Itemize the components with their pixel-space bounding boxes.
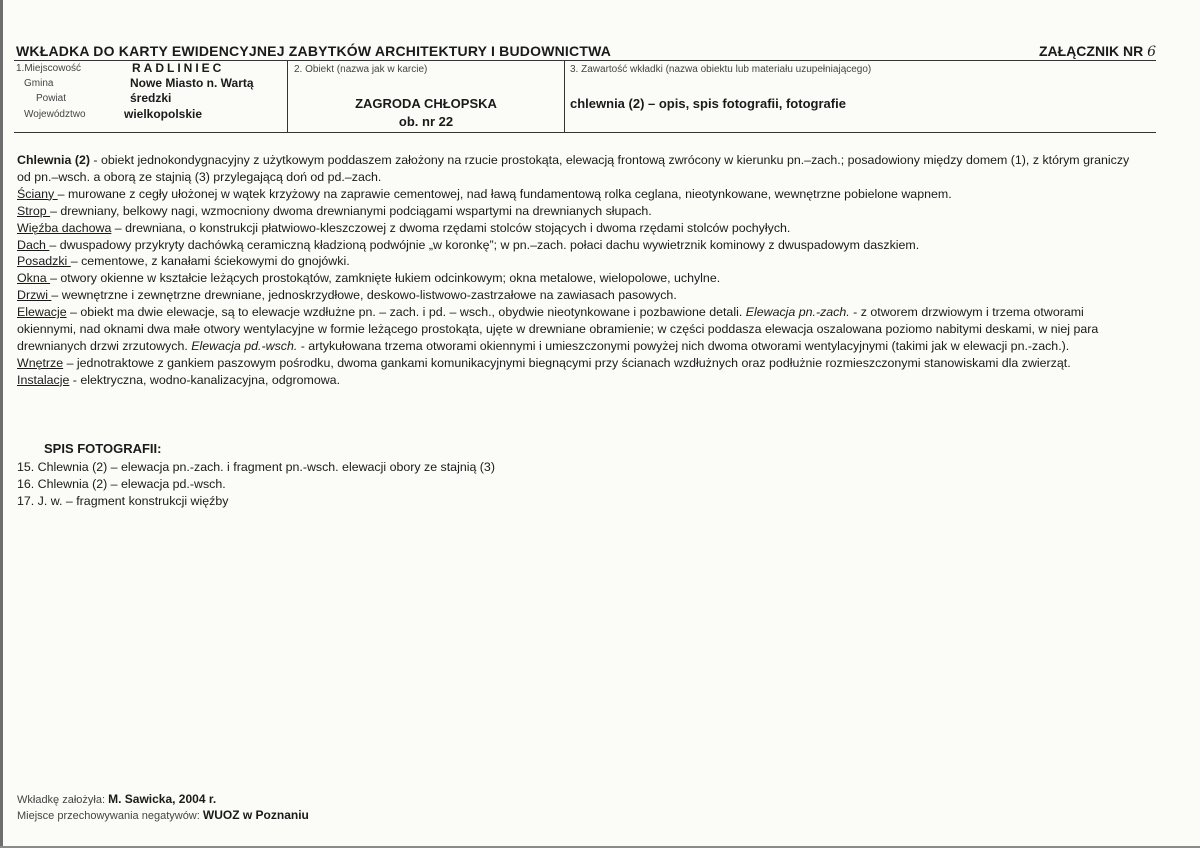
intro-paragraph — [17, 152, 1145, 186]
okna-text: – otwory okienne w kształcie leżących prostokątów, zamknięte łukiem odcinkowym; okna metalowe, wielopolowe, uchylne. — [50, 271, 721, 286]
scan-edge-left — [0, 0, 3, 848]
dach-term: Dach — [17, 237, 50, 252]
dach-paragraph — [17, 237, 1145, 254]
sciany-paragraph — [17, 186, 1145, 203]
okna-paragraph — [17, 270, 1145, 287]
elewacje-text-1: – obiekt ma dwie elewacje, są to elewacje wzdłużne pn. – zach. i pd. – wsch., obydwie nieotynkowane i pozbawione detali. — [66, 305, 746, 320]
contents-label: 3. Zawartość wkładki (nazwa obiektu lub materiału uzupełniającego) — [570, 64, 872, 75]
dach-text: – dwuspadowy przykryty dachówką ceramiczną kładzioną podwójnie „w koronkę”; w pn.–zach. połaci dachu wywietrznik kominowy z dwuspadowym daszkiem. — [49, 237, 920, 252]
intro-text: - obiekt jednokondygnacyjny z użytkowym poddaszem założony na rzucie prostokąta, elewacją frontową zwrócony w kierunku pn.–zach.; posadowiony między domem (1), z którym graniczy od pn.–wsch. a oborą ze stajnią (3) przylegającą doń od pd.–zach. — [17, 153, 1130, 184]
strop-text: – drewniany, belkowy nagi, wzmocniony dwoma drewnianymi podciągami wspartymi na drewnianych słupach. — [50, 203, 652, 218]
miejscowosc-label: 1.Miejscowość — [16, 63, 82, 74]
list-item: 16. Chlewnia (2) – elewacja pd.-wsch. — [17, 477, 226, 491]
author-label: Wkładkę założyła: — [17, 794, 106, 806]
wiezba-text: – drewniana, o konstrukcji płatwiowo-kleszczowej z dwoma rzędami stolców stojących i dwoma rzędami stolców pochyłych. — [111, 220, 791, 235]
posadzki-paragraph — [17, 253, 1145, 270]
posadzki-text: – cementowe, z kanałami ściekowymi do gnojówki. — [70, 254, 350, 269]
column-divider-2 — [564, 60, 565, 132]
annex-label-text: ZAŁĄCZNIK NR — [1038, 43, 1144, 59]
description-body — [17, 152, 1145, 389]
drzwi-text: – wewnętrzne i zewnętrzne drewniane, jednoskrzydłowe, deskowo-listwowo-zastrzałowe na zawiasach pasowych. — [51, 288, 677, 303]
object-number: ob. nr 22 — [398, 114, 454, 129]
drzwi-paragraph — [17, 287, 1145, 304]
okna-term: Okna — [17, 271, 51, 286]
elewacje-text-2: - z otworem drzwiowym i trzema otworami okiennymi, nad oknami dwa małe otwory wentylacyjne w formie leżącego prostokąta, ujęte w drewniane obramienie; w części poddasza elewacja oszalowana poziomo nabitymi deskami, w niej para drewnianych drzwi zrzutowych. — [17, 305, 1099, 353]
sciany-term: Ściany — [17, 186, 58, 201]
list-item: 17. J. w. – fragment konstrukcji więźby — [17, 494, 229, 508]
elewacje-italic-1: Elewacja pn.-zach. — [745, 305, 850, 320]
posadzki-term: Posadzki — [17, 254, 71, 269]
instalacje-text: - elektryczna, wodno-kanalizacyjna, odgromowa. — [69, 372, 341, 387]
gmina-label: Gmina — [24, 78, 54, 89]
elewacje-italic-2: Elewacja pd.-wsch. — [191, 338, 298, 353]
powiat-value: średzki — [130, 91, 172, 105]
photos-heading: SPIS FOTOGRAFII: — [44, 441, 162, 456]
strop-paragraph — [17, 203, 1145, 220]
wiezba-paragraph — [17, 220, 1145, 237]
drzwi-term: Drzwi — [17, 288, 52, 303]
wnetrze-paragraph — [17, 355, 1145, 372]
object-label: 2. Obiekt (nazwa jak w karcie) — [294, 64, 428, 75]
gmina-value: Nowe Miasto n. Wartą — [130, 76, 254, 90]
contents-value: chlewnia (2) – opis, spis fotografii, fotografie — [570, 96, 846, 111]
form-title: WKŁADKA DO KARTY EWIDENCYJNEJ ZABYTKÓW ARCHITEKTURY I BUDOWNICTWA — [16, 43, 612, 59]
storage-value: WUOZ w Poznaniu — [202, 808, 309, 822]
wiezba-term: Więźba dachowa — [17, 220, 112, 235]
strop-term: Strop — [17, 203, 51, 218]
instalacje-paragraph — [17, 372, 1145, 389]
annex-label — [1039, 43, 1156, 60]
sciany-text: – murowane z cegły ułożonej w wątek krzyżowy na zaprawie cementowej, nad ławą fundamentową rolka ceglana, nieotynkowane, wewnętrzne pobielone wapnem. — [57, 186, 952, 201]
wojewodztwo-label: Województwo — [24, 109, 86, 120]
powiat-label: Powiat — [36, 93, 67, 104]
intro-term: Chlewnia (2) — [17, 153, 90, 167]
elewacje-paragraph — [17, 304, 1145, 355]
miejscowosc-value: RADLINIEC — [132, 61, 225, 75]
annex-number: 6 — [1147, 44, 1156, 60]
wnetrze-term: Wnętrze — [17, 355, 64, 370]
object-name: ZAGRODA CHŁOPSKA — [355, 96, 497, 111]
storage-label: Miejsce przechowywania negatywów: — [17, 810, 200, 822]
author-line — [17, 792, 216, 806]
author-value: M. Sawicka, 2004 r. — [108, 792, 217, 806]
instalacje-term: Instalacje — [17, 372, 70, 387]
list-item: 15. Chlewnia (2) – elewacja pn.-zach. i fragment pn.-wsch. elewacji obory ze stajnią (3) — [17, 460, 495, 474]
storage-line — [17, 808, 309, 822]
header-rule-bottom — [14, 132, 1156, 133]
elewacje-term: Elewacje — [17, 305, 67, 320]
photo-list — [17, 459, 495, 510]
wnetrze-text: – jednotraktowe z gankiem paszowym pośrodku, dwoma gankami komunikacyjnymi biegnącymi przy ścianach wzdłużnych oraz podłużnie rozmieszczonymi stanowiskami dla zwierząt. — [63, 355, 1071, 370]
location-block — [16, 61, 290, 132]
elewacje-text-3: - artykułowana trzema otworami okiennymi i umieszczonymi powyżej nich dwoma otworami wentylacyjnymi (takimi jak w elewacji pn.-zach.). — [297, 338, 1070, 353]
wojewodztwo-value: wielkopolskie — [124, 107, 203, 121]
